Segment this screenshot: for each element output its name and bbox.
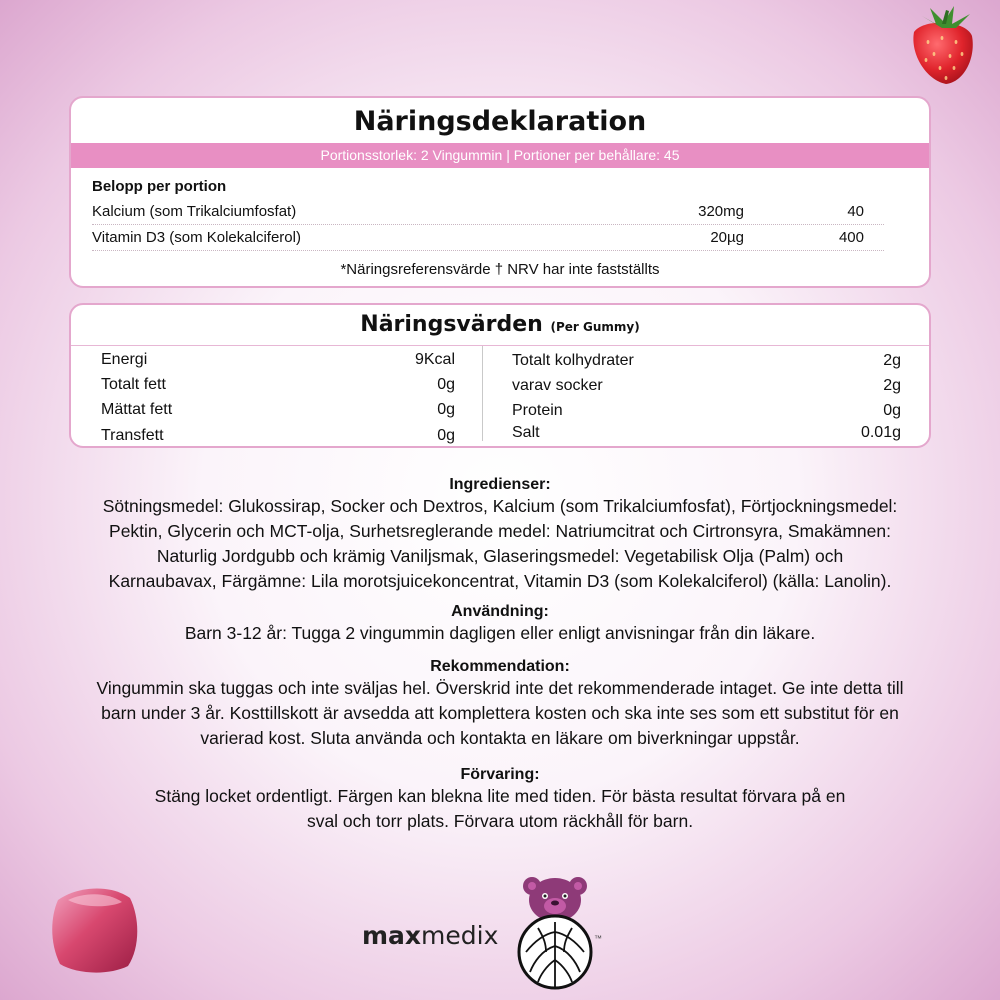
storage-line: Stäng locket ordentligt. Färgen kan blekna lite med tiden. För bästa resultat förvara på en [154, 786, 846, 806]
ingredients-line: Sötningsmedel: Glukossirap, Socker och Dextros, Kalcium (som Trikalciumfosfat), Förtjockningsmedel: [102, 496, 898, 516]
usage-heading: Användning: [451, 603, 549, 620]
gummy-candy-icon [48, 878, 144, 978]
value-label: Energi [101, 351, 148, 368]
value-label: Salt [512, 424, 540, 441]
nutrient-amount: 320mg [698, 203, 744, 220]
value-label: Totalt fett [101, 376, 166, 393]
nutrient-name: Kalcium (som Trikalciumfosfat) [92, 203, 297, 220]
value-row [512, 421, 901, 446]
bear-logo-icon [516, 872, 594, 996]
value-amount: 9Kcal [414, 351, 455, 368]
nutrient-name: Vitamin D3 (som Kolekalciferol) [92, 229, 301, 246]
nutrient-row [92, 200, 884, 225]
ingredients-line: Karnaubavax, Färgämne: Lila morotsjuicekoncentrat, Vitamin D3 (som Kolekalciferol) (källa: Lanolin). [108, 571, 892, 591]
value-row [101, 398, 455, 423]
ingredients-line: Pektin, Glycerin och MCT-olja, Surhetsreglerande medel: Natriumcitrat och Cirtronsyra, Smakämnen: [109, 521, 891, 541]
value-label: Mättat fett [101, 401, 173, 418]
ingredients-section [0, 476, 1000, 594]
nutrient-row [92, 226, 884, 251]
brand-wordmark [362, 921, 498, 950]
storage-section [0, 766, 1000, 834]
value-amount: 2g [883, 377, 901, 394]
value-row [512, 374, 901, 399]
nutrition-values-panel [69, 303, 931, 448]
column-divider [482, 346, 483, 441]
values-subtitle: (Per Gummy) [550, 320, 640, 334]
brand-part-max: max [362, 921, 422, 950]
storage-line: sval och torr plats. Förvara utom räckhåll för barn. [306, 811, 694, 831]
trademark-symbol: ™ [594, 934, 602, 943]
values-title-line [71, 312, 929, 337]
recommendation-line: Vingummin ska tuggas och inte sväljas hel. Överskrid inte det rekommenderade intaget. Ge inte detta till [96, 678, 904, 698]
value-row [101, 373, 455, 398]
value-amount: 2g [883, 352, 901, 369]
nutrient-amount: 20µg [710, 229, 744, 246]
ingredients-line: Naturlig Jordgubb och krämig Vaniljsmak, Glaseringsmedel: Vegetabilisk Olja (Palm) och [156, 546, 844, 566]
recommendation-heading: Rekommendation: [430, 658, 570, 675]
storage-heading: Förvaring: [460, 766, 540, 783]
value-label: Transfett [101, 427, 164, 444]
nrv-footnote: *Näringsreferensvärde † NRV har inte fastställts [340, 261, 660, 278]
value-row [101, 424, 455, 449]
value-amount: 0g [437, 376, 455, 393]
brand-part-medix: medix [421, 921, 499, 950]
recommendation-line: varierad kost. Sluta använda och kontakta en läkare om biverkningar uppstår. [200, 728, 800, 748]
value-row [512, 349, 901, 374]
value-amount: 0.01g [860, 424, 901, 441]
value-amount: 0g [883, 402, 901, 419]
declaration-title: Näringsdeklaration [353, 106, 647, 137]
nutrient-nrv: 400 [838, 229, 864, 246]
value-label: Totalt kolhydrater [512, 352, 634, 369]
values-title: Näringsvärden [360, 312, 543, 337]
usage-line: Barn 3-12 år: Tugga 2 vingummin dagligen eller enligt anvisningar från din läkare. [184, 623, 816, 643]
recommendation-section [0, 658, 1000, 751]
nutrition-declaration-panel [69, 96, 931, 288]
values-grid [71, 345, 929, 449]
amount-per-portion-header: Belopp per portion [92, 178, 227, 195]
value-label: Protein [512, 402, 563, 419]
usage-section [0, 603, 1000, 646]
value-amount: 0g [437, 427, 455, 444]
value-label: varav socker [512, 377, 603, 394]
value-row [101, 348, 455, 373]
recommendation-line: barn under 3 år. Kosttillskott är avsedda att komplettera kosten och ska inte ses som ett substitut för en [101, 703, 899, 723]
nutrient-nrv: 40 [847, 203, 864, 220]
portion-size-bar: Portionsstorlek: 2 Vingummin | Portioner per behållare: 45 [71, 143, 929, 168]
strawberry-icon [902, 2, 984, 88]
value-amount: 0g [437, 401, 455, 418]
ingredients-heading: Ingredienser: [449, 476, 551, 493]
